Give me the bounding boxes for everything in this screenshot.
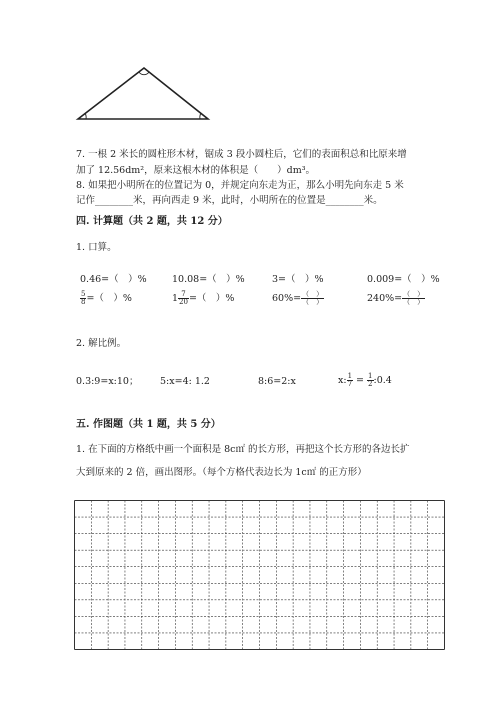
oral-calc-2: 10.08=（ ）% [172,274,245,285]
triangle-figure [70,60,215,125]
oral-calc-3: 3=（ ）% [272,274,324,285]
fraction: $\frac{1}{2}$ [368,372,373,388]
fraction: $\frac{1}{7}$ [347,372,353,388]
fraction: $\frac{5}{8}$ [81,290,86,306]
oral-calc-1: 0.46=（ ）% [80,274,147,285]
oral-calc-4: 0.009=（ ）% [367,274,440,285]
proportion-eq-1: 0.3:9=x:10； [76,376,139,387]
proportion-eq-2: 5:x=4: 1.2 [160,376,210,387]
question-7-line2: 加了 12.56dm²，原来这根木材的体积是（ ）dm³。 [76,165,316,176]
question-8-line1: 8. 如果把小明所在的位置记为 0，并规定向东走为正，那么小明先向东走 5 米 [76,180,404,191]
oral-calc-6: 1 $\frac{7}{20}$ =（ ）% [172,290,235,306]
fraction: $\frac{7}{20}$ [179,290,188,306]
proportion-eq-3: 8:6=2:x [258,376,296,387]
fraction: $\frac{( )}{( )}$ [302,290,324,306]
oral-calc-5: $\frac{5}{8}$ =（ ）% [81,290,132,306]
fraction: $\frac{( )}{( )}$ [403,290,425,306]
section-4-title: 四. 计算题（共 2 题，共 12 分） [76,216,228,227]
question-7-line1: 7. 一根 2 米长的圆柱形木材，锯成 3 段小圆柱后，它们的表面积总和比原来增 [76,149,407,160]
proportion-eq-4: x: $\frac{1}{7}$ = $\frac{1}{2}$ :0.4 [338,372,392,388]
oral-calc-7: 60%= $\frac{( )}{( )}$ [272,290,324,306]
grid-paper[interactable] [74,500,445,650]
oral-calc-label: 1. 口算。 [76,242,117,253]
drawing-question-line2: 大到原来的 2 倍，画出图形。（每个方格代表边长为 1c㎡ 的正方形） [76,467,367,478]
drawing-question-line1: 1. 在下面的方格纸中画一个面积是 8c㎡ 的长方形，再把这个长方形的各边长扩 [76,444,410,455]
question-8-line2: 记作________米，再向西走 9 米，此时，小明所在的位置是________米。 [76,195,383,206]
section-5-title: 五. 作图题（共 1 题，共 5 分） [76,419,221,430]
proportion-label: 2. 解比例。 [76,338,127,349]
oral-calc-8: 240%= $\frac{( )}{( )}$ [367,290,425,306]
